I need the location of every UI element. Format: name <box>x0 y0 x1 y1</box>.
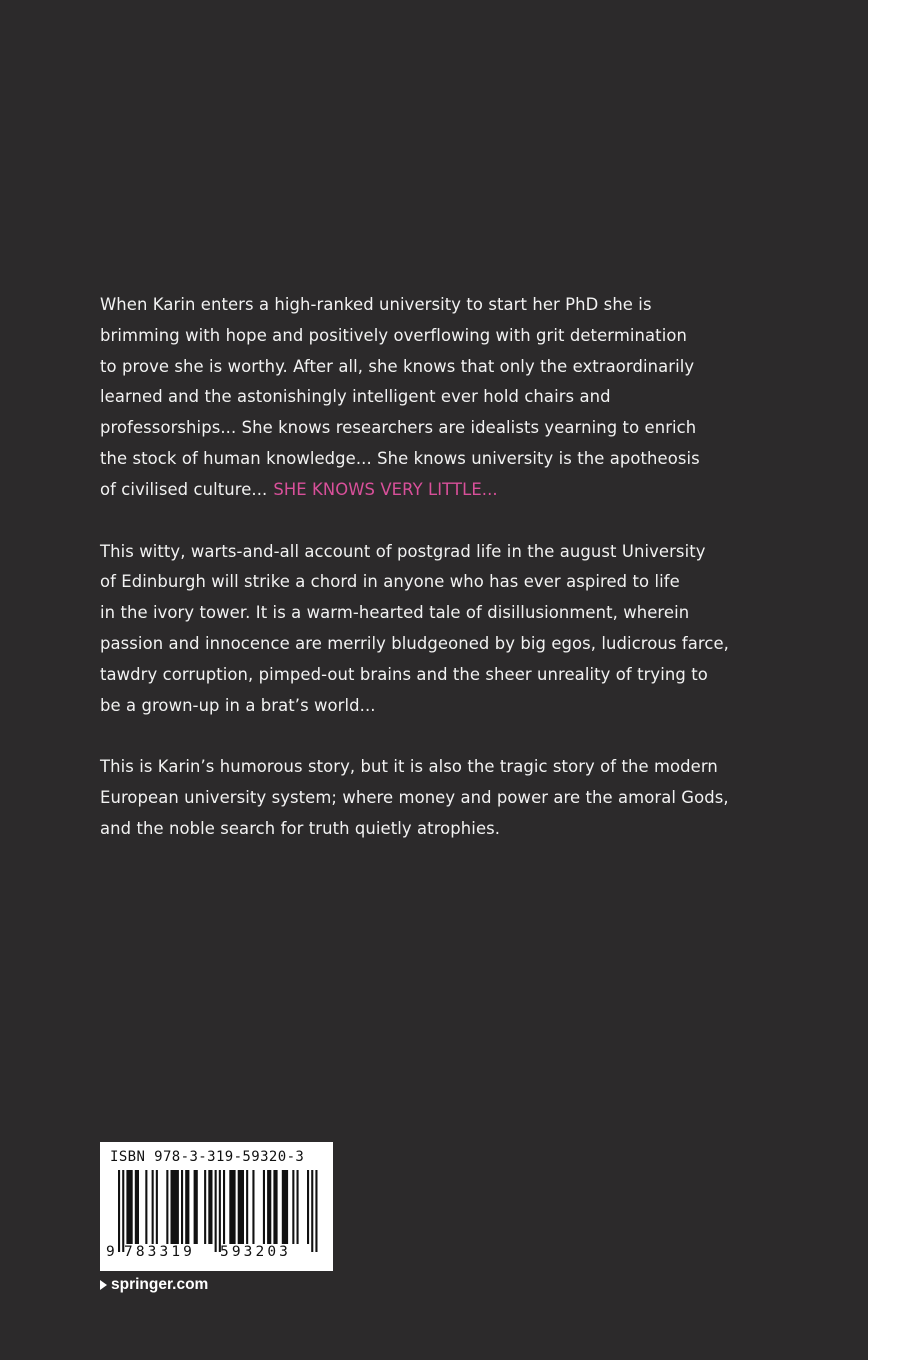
blurb-line: brimming with hope and positively overflowing with grit determination <box>100 325 687 345</box>
blurb-line: This is Karin’s humorous story, but it is also the tragic story of the modern <box>100 757 718 777</box>
blurb-line: and the noble search for truth quietly atrophies. <box>100 818 501 838</box>
blurb-line-last <box>100 475 740 506</box>
barcode-bar <box>223 1170 225 1244</box>
blurb-paragraph-2 <box>100 537 740 722</box>
barcode-bar <box>166 1170 168 1244</box>
barcode-bars <box>108 1170 324 1252</box>
barcode-bar <box>267 1170 271 1244</box>
barcode-bar <box>171 1170 179 1244</box>
blurb-line-text: of civilised culture... <box>100 479 268 499</box>
barcode-bar <box>135 1170 139 1244</box>
barcode-bar <box>145 1170 147 1244</box>
blurb-line: professorships... She knows researchers are idealists yearning to enrich <box>100 418 697 438</box>
blurb-line: the stock of human knowledge... She knows university is the apotheosis <box>100 448 700 468</box>
barcode-bar <box>118 1170 120 1252</box>
barcode-bar <box>219 1170 221 1252</box>
barcode-bar <box>311 1170 313 1252</box>
blurb-line: When Karin enters a high-ranked university to start her PhD she is <box>100 295 652 314</box>
barcode-bar <box>215 1170 217 1252</box>
barcode-bar <box>252 1170 254 1244</box>
barcode-bar <box>194 1170 198 1244</box>
barcode-digits-left: 783319 <box>124 1244 195 1260</box>
barcode-bar <box>238 1170 244 1244</box>
barcode-bar <box>181 1170 183 1244</box>
barcode-bar <box>315 1170 317 1252</box>
barcode-bar <box>229 1170 235 1244</box>
blurb-line: learned and the astonishingly intelligent ever hold chairs and <box>100 387 611 407</box>
blurb-line: European university system; where money and power are the amoral Gods, <box>100 788 729 808</box>
isbn-barcode <box>100 1142 333 1271</box>
blurb-text <box>100 290 740 876</box>
blurb-line: to prove she is worthy. After all, she knows that only the extraordinarily <box>100 356 695 376</box>
barcode-bar <box>152 1170 154 1244</box>
barcode-bar <box>263 1170 265 1244</box>
publisher-url: springer.com <box>111 1276 209 1293</box>
barcode-digits-right: 593203 <box>220 1244 291 1260</box>
isbn-label: ISBN 978-3-319-59320-3 <box>110 1149 305 1165</box>
blurb-line: of Edinburgh will strike a chord in anyone who has ever aspired to life <box>100 572 680 592</box>
highlight-phrase: SHE KNOWS VERY LITTLE... <box>273 479 498 499</box>
blurb-paragraph-3 <box>100 752 740 844</box>
blurb-line: tawdry corruption, pimped-out brains and the sheer unreality of trying to <box>100 664 708 684</box>
barcode-bar <box>297 1170 299 1244</box>
barcode-bar <box>282 1170 288 1244</box>
barcode-bar <box>246 1170 248 1244</box>
barcode-bar <box>126 1170 132 1244</box>
barcode-bar <box>208 1170 212 1244</box>
barcode-bar <box>307 1170 309 1244</box>
blurb-line: in the ivory tower. It is a warm-hearted tale of disillusionment, wherein <box>100 603 690 623</box>
barcode-bar <box>292 1170 294 1244</box>
publisher-link <box>100 1276 208 1294</box>
barcode-digit-first: 9 <box>106 1244 115 1260</box>
barcode-bar <box>204 1170 206 1244</box>
triangle-right-icon <box>100 1280 107 1290</box>
barcode-bar <box>156 1170 158 1244</box>
barcode-bar <box>185 1170 189 1244</box>
blurb-line: passion and innocence are merrily bludgeoned by big egos, ludicrous farce, <box>100 633 729 653</box>
barcode-bar <box>122 1170 124 1252</box>
blurb-line: This witty, warts-and-all account of postgrad life in the august University <box>100 541 706 561</box>
barcode-bar <box>273 1170 277 1244</box>
blurb-paragraph-1 <box>100 290 740 506</box>
blurb-line: be a grown-up in a brat’s world... <box>100 695 376 715</box>
